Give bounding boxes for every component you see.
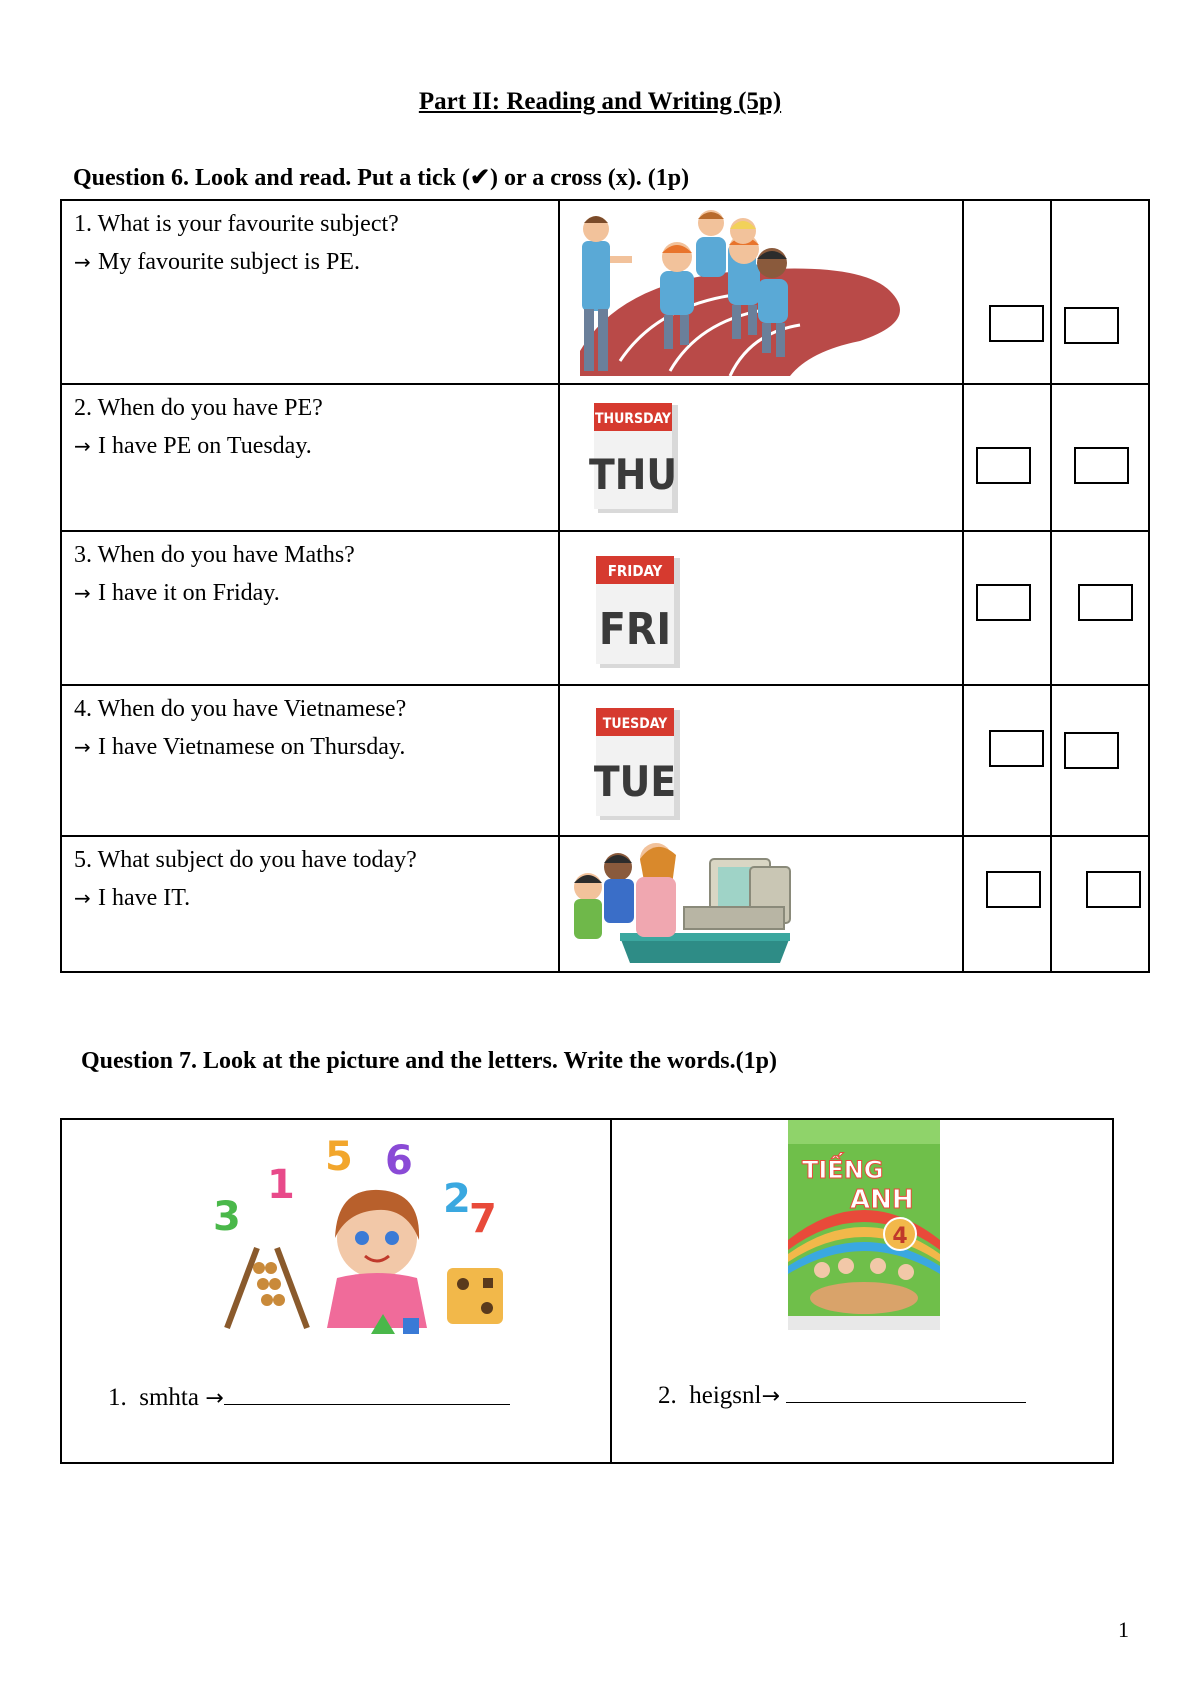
- page-title: Part II: Reading and Writing (5p): [418, 88, 782, 115]
- calendar-day-label: THURSDAY: [594, 411, 672, 428]
- answer-text: I have Vietnamese on Thursday.: [98, 734, 406, 761]
- arrow-icon: →: [761, 1384, 780, 1409]
- question-6-table: [60, 199, 1150, 973]
- scrambled-letters: heigsnl: [689, 1382, 762, 1409]
- digit: 3: [213, 1194, 241, 1240]
- tick-cell: [963, 200, 1051, 384]
- maths-girl-icon: [207, 1128, 527, 1338]
- computer-class-icon: [560, 837, 960, 972]
- tick-cell: [963, 836, 1051, 972]
- image-cell: [559, 531, 963, 685]
- cross-cell: [1051, 836, 1149, 972]
- calendar-day-abbr: TUE: [593, 757, 677, 807]
- tick-box[interactable]: [989, 730, 1044, 767]
- tick-box[interactable]: [976, 584, 1031, 621]
- tick-cell: [963, 531, 1051, 685]
- arrow-icon: →: [74, 580, 91, 605]
- arrow-icon: →: [74, 434, 91, 459]
- digit: 5: [325, 1134, 353, 1180]
- cross-box[interactable]: [1064, 732, 1119, 769]
- pe-running-track-icon: [560, 201, 960, 384]
- cross-cell: [1051, 531, 1149, 685]
- question-text: 2. When do you have PE?: [74, 395, 323, 422]
- calendar-day-abbr: THU: [588, 450, 678, 500]
- question-7-title: Question 7. Look at the picture and the letters. Write the words.(1p): [81, 1048, 777, 1074]
- item-number: 1.: [108, 1384, 127, 1411]
- digit: 1: [267, 1162, 295, 1208]
- table-row: [61, 836, 1149, 972]
- cross-box[interactable]: [1086, 871, 1141, 908]
- cross-cell: [1051, 685, 1149, 835]
- image-cell: [559, 200, 963, 384]
- book-title-2: ANH: [850, 1185, 914, 1215]
- digit: 2: [443, 1176, 471, 1222]
- cross-cell: [1051, 200, 1149, 384]
- question-text: 3. When do you have Maths?: [74, 541, 355, 568]
- cross-cell: [1051, 384, 1149, 530]
- table-row: [61, 200, 1149, 384]
- cross-box[interactable]: [1064, 307, 1119, 344]
- question-6-title: Question 6. Look and read. Put a tick (✔) or a cross (x). (1p): [73, 165, 690, 191]
- question-cell: [61, 384, 559, 530]
- table-row: [61, 685, 1149, 835]
- answer-blank-1[interactable]: [224, 1378, 510, 1405]
- thursday-calendar-icon: [560, 385, 960, 530]
- cross-box[interactable]: [1078, 584, 1133, 621]
- english-cell: [611, 1119, 1113, 1463]
- table-row: [61, 531, 1149, 685]
- question-cell: [61, 531, 559, 685]
- word-item-2: [658, 1376, 1026, 1410]
- arrow-icon: →: [205, 1386, 224, 1411]
- question-text: 4. When do you have Vietnamese?: [74, 696, 407, 723]
- image-cell: [559, 836, 963, 972]
- question-cell: [61, 836, 559, 972]
- tick-box[interactable]: [986, 871, 1041, 908]
- arrow-icon: →: [74, 885, 91, 910]
- answer-blank-2[interactable]: [786, 1376, 1026, 1403]
- word-item-1: [108, 1378, 510, 1412]
- tick-cell: [963, 384, 1051, 530]
- tick-box[interactable]: [976, 447, 1031, 484]
- question-cell: [61, 685, 559, 835]
- answer-text: I have IT.: [98, 884, 191, 911]
- book-title-1: TIẾNG: [802, 1156, 884, 1184]
- digit: 7: [469, 1196, 497, 1242]
- answer-text: I have PE on Tuesday.: [98, 433, 312, 460]
- image-cell: [559, 685, 963, 835]
- maths-cell: [61, 1119, 611, 1463]
- item-number: 2.: [658, 1382, 677, 1409]
- arrow-icon: →: [74, 250, 91, 274]
- answer-text: I have it on Friday.: [98, 579, 280, 606]
- question-7-table: [60, 1118, 1114, 1464]
- calendar-day-label: FRIDAY: [607, 561, 663, 580]
- tick-box[interactable]: [989, 305, 1044, 342]
- calendar-day-label: TUESDAY: [602, 716, 668, 733]
- scrambled-letters: smhta: [139, 1384, 199, 1411]
- cross-box[interactable]: [1074, 447, 1129, 484]
- english-book-icon: [788, 1120, 940, 1330]
- calendar-day-abbr: FRI: [598, 603, 672, 655]
- digit: 6: [385, 1138, 413, 1184]
- question-text: 5. What subject do you have today?: [74, 846, 417, 873]
- answer-text: My favourite subject is PE.: [98, 249, 360, 275]
- table-row: [61, 384, 1149, 530]
- book-grade: 4: [892, 1224, 908, 1249]
- tuesday-calendar-icon: [560, 686, 960, 835]
- question-text: 1. What is your favourite subject?: [74, 211, 399, 237]
- page-number: 1: [1118, 1617, 1129, 1642]
- tick-cell: [963, 685, 1051, 835]
- image-cell: [559, 384, 963, 530]
- friday-calendar-icon: [560, 532, 960, 685]
- question-cell: [61, 200, 559, 384]
- arrow-icon: →: [74, 735, 91, 760]
